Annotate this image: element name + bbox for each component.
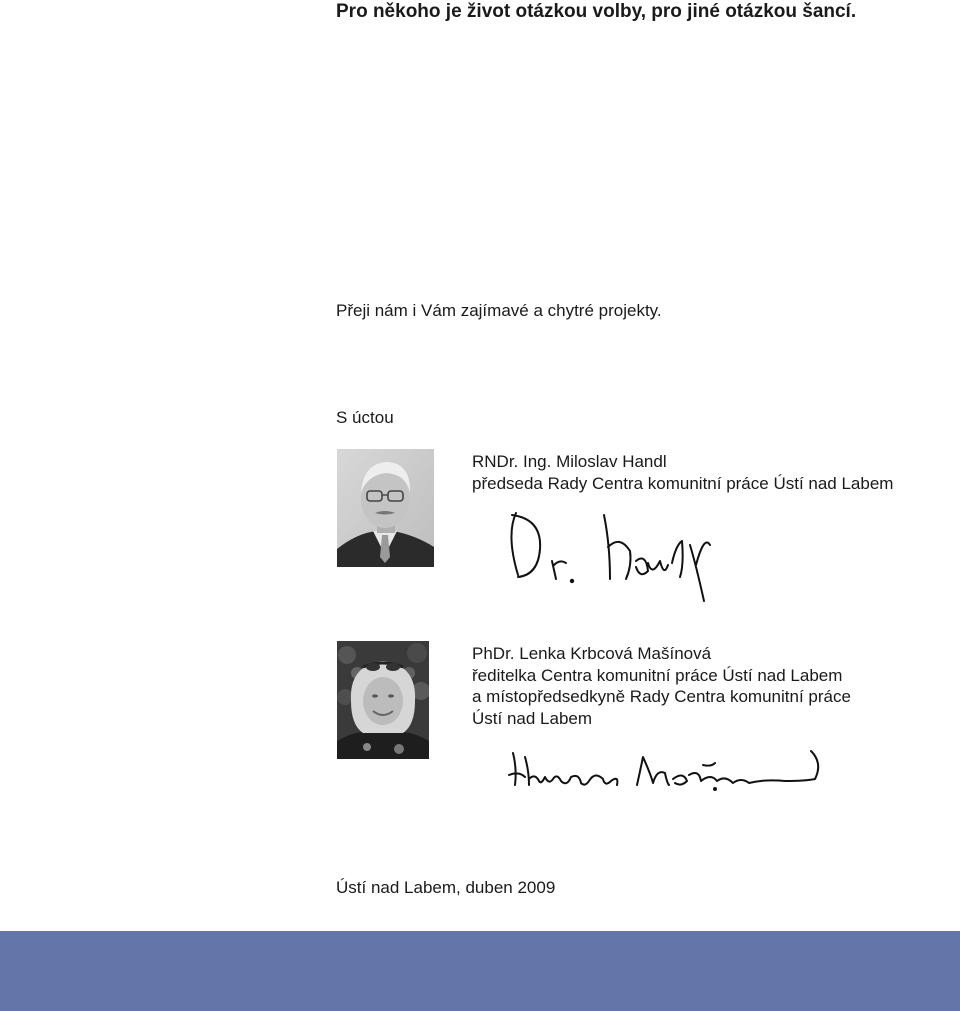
place-date-text: Ústí nad Labem, duben 2009 (336, 878, 556, 897)
signatory2-role-line: ředitelka Centra komunitní práce Ústí nad Labem (472, 666, 843, 685)
signatory1-role: předseda Rady Centra komunitní práce Ústí nad Labem (472, 474, 894, 493)
portrait-photo-handl (337, 449, 434, 567)
page-heading: Pro někoho je život otázkou volby, pro jiné otázkou šancí. (336, 1, 857, 22)
signatory1-name: RNDr. Ing. Miloslav Handl (472, 452, 667, 471)
signatory2-role-line: a místopředsedkyně Rady Centra komunitní práce (472, 687, 851, 706)
signatory2-role-line: Ústí nad Labem (472, 709, 593, 728)
portrait-photo-krbcova (337, 641, 429, 759)
salutation-text: S úctou (336, 408, 394, 427)
signatory2-name: PhDr. Lenka Krbcová Mašínová (472, 644, 712, 663)
wish-text: Přeji nám i Vám zajímavé a chytré projekty. (336, 301, 662, 320)
footer-band (0, 931, 960, 1011)
signature-handl (500, 505, 725, 605)
signature-krbcova (505, 745, 825, 793)
